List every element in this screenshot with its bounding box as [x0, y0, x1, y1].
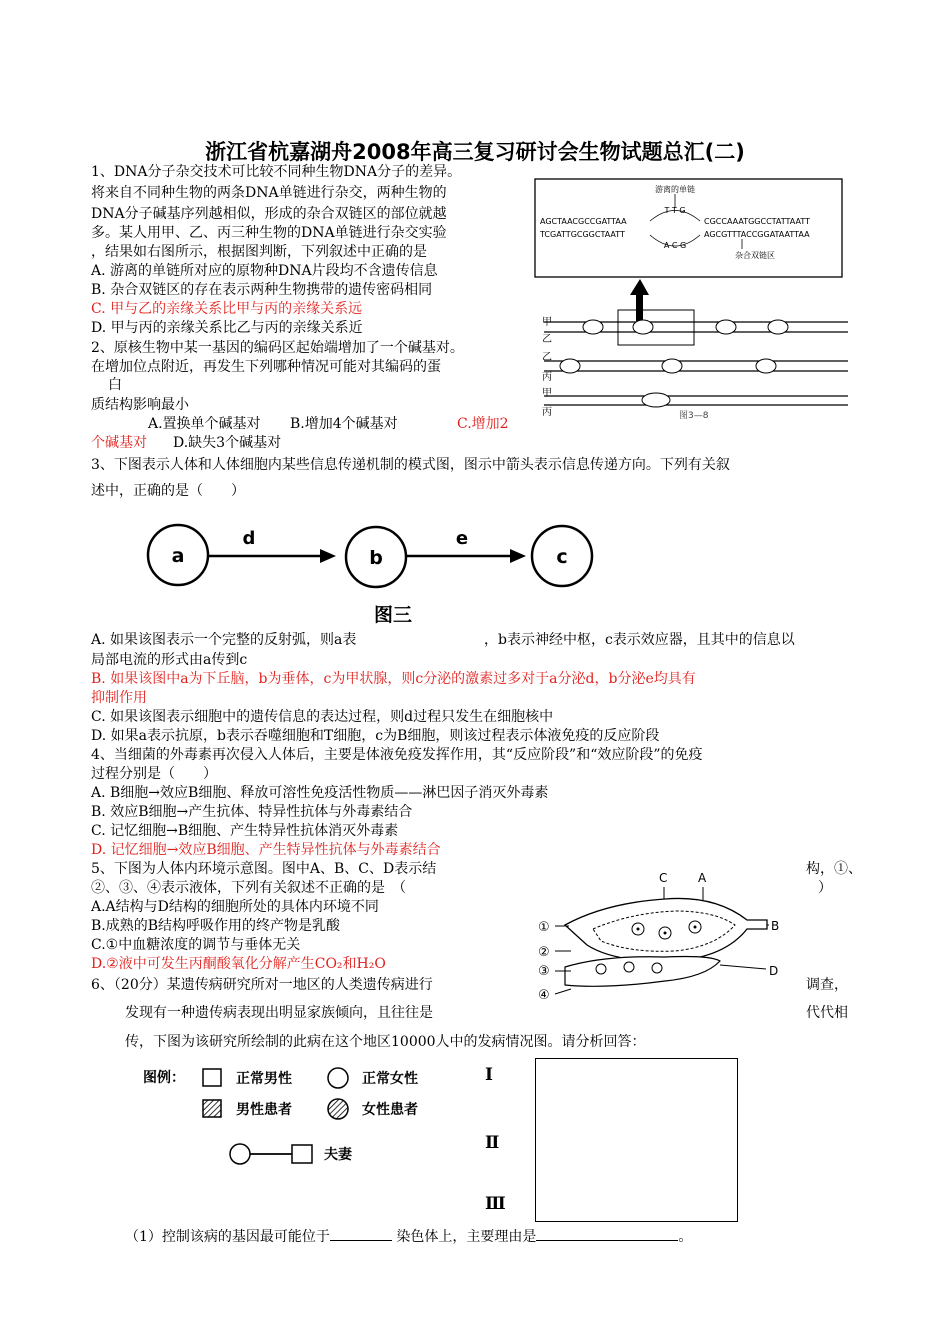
node-b-label: b: [369, 547, 383, 569]
signal-flow-figure: [140, 520, 600, 630]
label-B: B: [771, 919, 780, 933]
seq-bottom-right: AGCGTTTACCGGATAATTAA: [704, 230, 810, 239]
lymph-cell: [652, 963, 662, 973]
q2-option-b: B.增加4个碱基对: [290, 416, 398, 432]
couple-male-icon: [292, 1145, 312, 1163]
label-fluid-3: ③: [538, 964, 550, 979]
label-bing: 丙: [542, 372, 552, 383]
q6-line: 发现有一种遗传病表现出明显家族倾向，且往往是: [125, 1005, 433, 1021]
arrow-d-head: [320, 549, 336, 563]
lymph-cell: [624, 962, 634, 972]
legend-couple: 夫妻: [324, 1147, 352, 1163]
normal-female-icon: [328, 1068, 348, 1088]
up-arrow-head: [630, 279, 649, 295]
q5-line: 5、下图为人体内环境示意图。图中A、B、C、D表示结: [91, 861, 437, 877]
q2-option-c-cont: 个碱基对: [91, 435, 147, 451]
q4-option-b: B. 效应B细胞→产生抗体、特异性抗体与外毒素结合: [91, 804, 413, 820]
lymph-vessel: [565, 957, 720, 987]
pointer-line: [555, 989, 571, 994]
q4-option-d: D. 记忆细胞→效应B细胞、产生特异性抗体与外毒素结合: [91, 842, 441, 858]
loop-top-bases: T T G: [664, 206, 686, 215]
label-bing: 丙: [542, 407, 552, 418]
pedigree-chart-area: [535, 1058, 738, 1222]
q1-option-c: C. 甲与乙的亲缘关系比甲与丙的亲缘关系远: [91, 301, 363, 317]
label-D: D: [769, 964, 779, 978]
q1-option-b: B. 杂合双链区的存在表示两种生物携带的遗传密码相同: [91, 282, 433, 298]
q5-option-b: B.成熟的B结构呼吸作用的终产物是乳酸: [91, 918, 341, 934]
label-fluid-2: ②: [538, 945, 550, 960]
label-fluid-4: ④: [538, 988, 550, 1003]
seq-top-left: AGCTAACGCCGATTAA: [540, 217, 627, 226]
q3-option-a-cont: ，b表示神经中枢，c表示效应器，且其中的信息以: [484, 632, 795, 648]
highlight-box: [618, 310, 694, 345]
q3-option-c: C. 如果该图表示细胞中的遗传信息的表达过程，则d过程只发生在细胞核中: [91, 709, 554, 725]
q2-option-a: A.置换单个碱基对: [148, 416, 261, 432]
generation-1: Ⅰ: [485, 1065, 493, 1085]
q3-line: 3、下图表示人体和人体细胞内某些信息传递机制的模式图，图示中箭头表示信息传递方向。下列有关叙: [91, 457, 730, 473]
arrow-e-head: [510, 549, 526, 563]
q1-line: 1、DNA分子杂交技术可比较不同种生物DNA分子的差异。: [91, 164, 462, 180]
q2-option-c: C.增加2: [457, 416, 509, 432]
legend-title: 图例：: [143, 1070, 185, 1086]
q6-sub1-end: 。: [678, 1229, 693, 1245]
q3-option-a: A. 如果该图表示一个完整的反射弧，则a表: [91, 632, 357, 648]
mismatch-loop: [633, 320, 653, 334]
q1-line: 多。某人用甲、乙、丙三种生物的DNA单链进行杂交实验: [91, 225, 447, 241]
q2-line: 质结构影响最小: [91, 397, 189, 413]
q6-sub1-text: （1）控制该病的基因最可能位于: [125, 1229, 330, 1245]
q4-line: 4、当细菌的外毒素再次侵入人体后，主要是体液免疫发挥作用，其“反应阶段”和“效应阶段”的免疫: [91, 747, 703, 763]
q1-option-a: A. 游离的单链所对应的原物种DNA片段均不含遗传信息: [91, 263, 438, 279]
generation-2: Ⅱ: [485, 1133, 500, 1153]
q6-line-cont: 调查，: [806, 977, 848, 993]
q5-line-cont: 构，①、: [806, 861, 862, 877]
affected-female-icon: [328, 1099, 348, 1119]
label-A: A: [698, 871, 707, 885]
mismatch-loop: [642, 393, 670, 407]
cell-nucleus: [637, 928, 640, 931]
q2-line: 在增加位点附近，再发生下列哪种情况可能对其编码的蛋: [91, 359, 441, 375]
page-title: 浙江省杭嘉湖舟2008年高三复习研讨会生物试题总汇(二): [205, 140, 745, 164]
label-fluid-1: ①: [538, 920, 550, 935]
label-hybrid-region: 杂合双链区: [735, 251, 775, 260]
mismatch-loop: [768, 320, 788, 334]
mismatch-loop: [583, 320, 603, 334]
mismatch-loop: [756, 359, 776, 373]
label-yi: 乙: [542, 334, 552, 345]
lymph-cell: [596, 964, 606, 974]
legend-normal-female: 正常女性: [362, 1071, 418, 1087]
answer-blank-2[interactable]: [536, 1226, 678, 1241]
q5-line: ②、③、④表示液体，下列有关叙述不正确的是 （: [91, 880, 406, 896]
q6-subquestion-1: [125, 1226, 692, 1247]
q1-line: 将来自不同种生物的两条DNA单链进行杂交，两种生物的: [91, 185, 447, 201]
label-C: C: [659, 871, 668, 885]
q3-option-b: B. 如果该图中a为下丘脑，b为垂体，c为甲状腺，则c分泌的激素过多对于a分泌d，b分泌e均具有: [91, 671, 696, 687]
q2-line: 2、原核生物中某一基因的编码区起始端增加了一个碱基对。: [91, 340, 464, 356]
node-a-label: a: [171, 545, 185, 567]
figure-caption: 图3—8: [679, 411, 709, 421]
figure-caption: 图三: [373, 604, 413, 626]
q6-line: 传，下图为该研究所绘制的此病在这个地区10000人中的发病情况图。请分析回答：: [125, 1034, 646, 1050]
generation-3: Ⅲ: [485, 1194, 506, 1214]
q4-line: 过程分别是（ ）: [91, 766, 217, 782]
arrow-d-label: d: [242, 528, 256, 549]
q3-option-b-cont: 抑制作用: [91, 690, 147, 706]
cell-nucleus: [664, 932, 667, 935]
q6-line-cont: 代代相: [806, 1005, 848, 1021]
q5-line-cont: ）: [818, 880, 832, 896]
up-arrow-shaft: [636, 293, 643, 321]
q1-line: DNA分子碱基序列越相似，形成的杂合双链区的部位就越: [91, 206, 447, 222]
q5-option-d: D.②液中可发生丙酮酸氧化分解产生CO₂和H₂O: [91, 956, 386, 972]
q1-line: ，结果如右图所示，根据图判断，下列叙述中正确的是: [91, 244, 427, 260]
q6-line: 6、（20分）某遗传病研究所对一地区的人类遗传病进行: [91, 977, 433, 993]
label-single-strand: 游离的单链: [655, 185, 695, 194]
q3-option-a-cont: 局部电流的形式由a传到c: [91, 652, 248, 668]
legend-normal-male: 正常男性: [236, 1071, 292, 1087]
pedigree-legend: [140, 1060, 470, 1175]
label-jia: 甲: [542, 388, 552, 399]
q6-sub1-text: 染色体上，主要理由是: [396, 1229, 537, 1245]
loop-bottom-bases: A C G: [663, 241, 687, 250]
couple-female-icon: [230, 1144, 250, 1164]
mismatch-loop: [716, 320, 736, 334]
q5-option-c: C.①中血糖浓度的调节与垂体无关: [91, 937, 301, 953]
label-jia: 甲: [542, 317, 552, 328]
affected-male-icon: [203, 1100, 221, 1117]
arrow-e-label: e: [455, 528, 469, 549]
pointer-line: [720, 965, 766, 969]
q4-option-a: A. B细胞→效应B细胞、释放可溶性免疫活性物质——淋巴因子消灭外毒素: [91, 785, 549, 801]
internal-environment-figure: [535, 865, 785, 1007]
label-yi: 乙: [542, 352, 552, 363]
seq-top-right: CGCCAAATGGCCTATTAATT: [704, 217, 810, 226]
node-c-label: c: [556, 546, 568, 568]
dna-hybridization-figure: [530, 175, 850, 425]
q3-option-d: D. 如果a表示抗原，b表示吞噬细胞和T细胞，c为B细胞，则该过程表示体液免疫的反应阶段: [91, 728, 660, 744]
mismatch-loop: [560, 359, 580, 373]
q2-line: 白: [108, 377, 122, 393]
q5-option-a: A.A结构与D结构的细胞所处的具体内环境不同: [91, 899, 379, 915]
q3-line: 述中，正确的是（ ）: [91, 483, 245, 499]
answer-blank-1[interactable]: [330, 1226, 392, 1241]
mismatch-loop: [662, 359, 682, 373]
seq-bottom-left: TCGATTGCGGCTAATT: [540, 230, 625, 239]
q2-option-d: D.缺失3个碱基对: [173, 435, 282, 451]
legend-affected-female: 女性患者: [362, 1102, 418, 1118]
q4-option-c: C. 记忆细胞→B细胞、产生特异性抗体消灭外毒素: [91, 823, 399, 839]
legend-affected-male: 男性患者: [236, 1102, 292, 1118]
q1-option-d: D. 甲与丙的亲缘关系比乙与丙的亲缘关系近: [91, 320, 363, 336]
normal-male-icon: [203, 1069, 221, 1086]
cell-nucleus: [694, 926, 697, 929]
